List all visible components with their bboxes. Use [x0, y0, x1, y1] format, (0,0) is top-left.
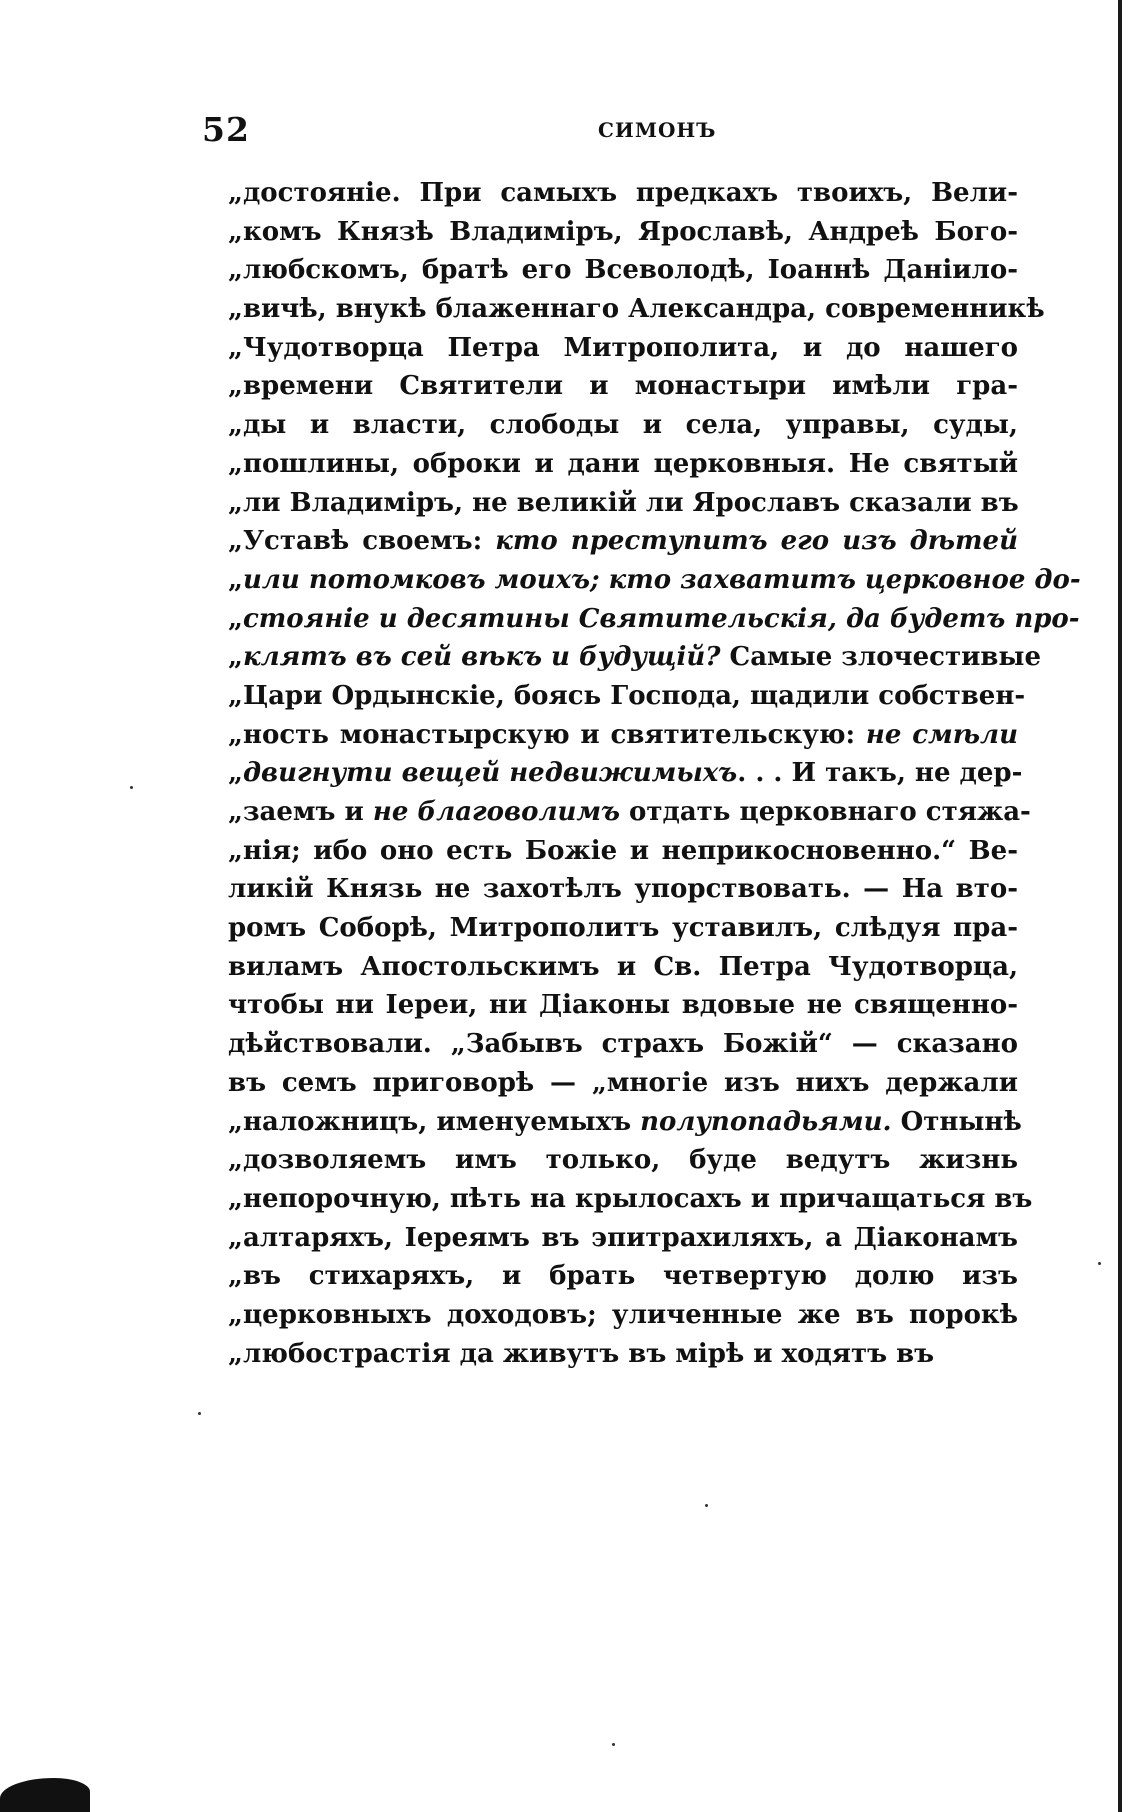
text-segment: „дозволяемъ имъ только, буде ведутъ жизнь — [228, 1145, 1018, 1176]
text-line — [228, 948, 1018, 987]
italic-quote-text: полупопадьями. — [640, 1106, 892, 1137]
text-line — [228, 1219, 1018, 1258]
text-segment: „пошлины, оброки и дани церковныя. Не святый — [228, 448, 1018, 479]
text-line — [228, 561, 1081, 600]
text-segment: „наложницъ, именуемыхъ — [228, 1106, 641, 1137]
page-number: 52 — [202, 110, 250, 149]
italic-quote-text: не смѣли — [865, 719, 1018, 750]
text-segment: „въ стихаряхъ, и брать четвертую долю изъ — [228, 1261, 1018, 1292]
text-line — [228, 1064, 1018, 1103]
text-line — [228, 213, 1018, 252]
ink-speck — [612, 1743, 615, 1746]
text-segment: . . . И такъ, не дер- — [737, 758, 1023, 789]
text-segment: „времени Святители и монастыри имѣли гра- — [228, 371, 1018, 402]
text-line — [228, 638, 1042, 677]
text-segment: „комъ Князѣ Владиміръ, Ярославѣ, Андреѣ Бого- — [228, 216, 1018, 247]
text-line — [228, 445, 1018, 484]
italic-quote-text: клятъ въ сей вѣкъ и будущій? — [242, 642, 721, 673]
text-line — [228, 1257, 1018, 1296]
text-segment: „ды и власти, слободы и села, управы, суды, — [228, 410, 1018, 441]
text-segment: „Уставѣ своемъ: — [228, 526, 496, 557]
text-segment: виламъ Апостольскимъ и Св. Петра Чудотворца, — [228, 951, 1018, 982]
text-segment: ликій Князь не захотѣлъ упорствовать. — На вто- — [228, 874, 1018, 905]
text-segment: „заемъ и — [228, 797, 373, 827]
text-segment: чтобы ни Іереи, ни Діаконы вдовые не священно- — [228, 990, 1018, 1021]
text-line — [228, 1141, 1018, 1180]
page-edge-shadow — [1118, 0, 1122, 1812]
text-line — [228, 1335, 1018, 1374]
text-line — [228, 600, 1080, 639]
text-line — [228, 1180, 1033, 1219]
text-line — [228, 677, 1026, 716]
text-segment: „вичѣ, внукѣ блаженнаго Александра, современникѣ — [228, 294, 1045, 325]
text-line — [228, 870, 1018, 909]
text-line — [228, 754, 1023, 793]
text-segment: „любскомъ, братѣ его Всеволодѣ, Іоаннѣ Даніило- — [228, 255, 1018, 286]
ink-speck — [705, 1504, 708, 1507]
text-segment: Отнынѣ — [891, 1106, 1022, 1137]
text-line — [228, 406, 1018, 445]
ink-speck — [130, 786, 133, 789]
text-segment: „непорочную, пѣть на крылосахъ и причащаться въ — [228, 1183, 1033, 1214]
text-line — [228, 1103, 1022, 1142]
text-segment: „Цари Ордынскіе, боясь Господа, щадили собствен- — [228, 680, 1026, 711]
running-title: СИМОНЪ — [598, 118, 717, 142]
ink-blot — [0, 1778, 90, 1812]
text-segment: „алтаряхъ, Іереямъ въ эпитрахиляхъ, а Діаконамъ — [228, 1222, 1018, 1253]
text-line — [228, 832, 1018, 871]
text-segment: „достояніе. При самыхъ предкахъ твоихъ, Вели- — [228, 178, 1018, 208]
italic-quote-text: не благоволимъ — [372, 797, 620, 827]
text-segment: „церковныхъ доходовъ; уличенные же въ порокѣ — [228, 1299, 1018, 1330]
text-segment: ромъ Соборѣ, Митрополитъ уставилъ, слѣдуя пра- — [228, 913, 1018, 944]
text-line — [228, 716, 1018, 755]
text-segment: „ — [228, 642, 243, 673]
text-line — [228, 174, 1018, 213]
text-segment: „любострастія да живутъ въ мірѣ и ходятъ въ — [228, 1338, 935, 1369]
italic-quote-text: стояніе и десятины Святительскія, да будетъ про- — [242, 603, 1080, 634]
text-segment: „Чудотворца Петра Митрополита, и до нашего — [228, 332, 1018, 363]
text-segment: „нія; ибо оно есть Божіе и неприкосновенно.“ Ве- — [228, 835, 1018, 866]
body-text — [228, 174, 1081, 1373]
text-line — [228, 329, 1018, 368]
italic-quote-text: двигнути вещей недвижимыхъ — [242, 758, 738, 789]
ink-speck — [198, 1412, 201, 1415]
text-segment: „ — [228, 758, 243, 789]
text-line — [228, 290, 1045, 329]
text-segment: отдать церковнаго стяжа- — [620, 797, 1031, 827]
text-line — [228, 1296, 1018, 1335]
text-segment: Самые злочестивые — [720, 642, 1042, 673]
text-line — [228, 251, 1018, 290]
text-segment: „ность монастырскую и святительскую: — [228, 719, 866, 750]
text-segment: въ семъ приговорѣ — „многіе изъ нихъ держали — [228, 1067, 1018, 1098]
text-line — [228, 793, 1031, 832]
italic-quote-text: кто преступитъ его изъ дѣтей — [495, 526, 1019, 557]
text-segment: „ — [228, 603, 243, 634]
text-segment: „ — [228, 564, 243, 595]
italic-quote-text: или потомковъ моихъ; кто захватитъ церковное до- — [242, 564, 1081, 595]
text-line — [228, 986, 1018, 1025]
text-segment: „ли Владиміръ, не великій ли Ярославъ сказали въ — [228, 487, 1019, 518]
text-line — [228, 484, 1018, 523]
text-line — [228, 367, 1018, 406]
text-line — [228, 909, 1018, 948]
text-segment: дѣйствовали. „Забывъ страхъ Божій“ — сказано — [228, 1029, 1018, 1060]
text-line — [228, 522, 1018, 561]
text-line — [228, 1025, 1018, 1064]
ink-speck — [1098, 1262, 1101, 1265]
